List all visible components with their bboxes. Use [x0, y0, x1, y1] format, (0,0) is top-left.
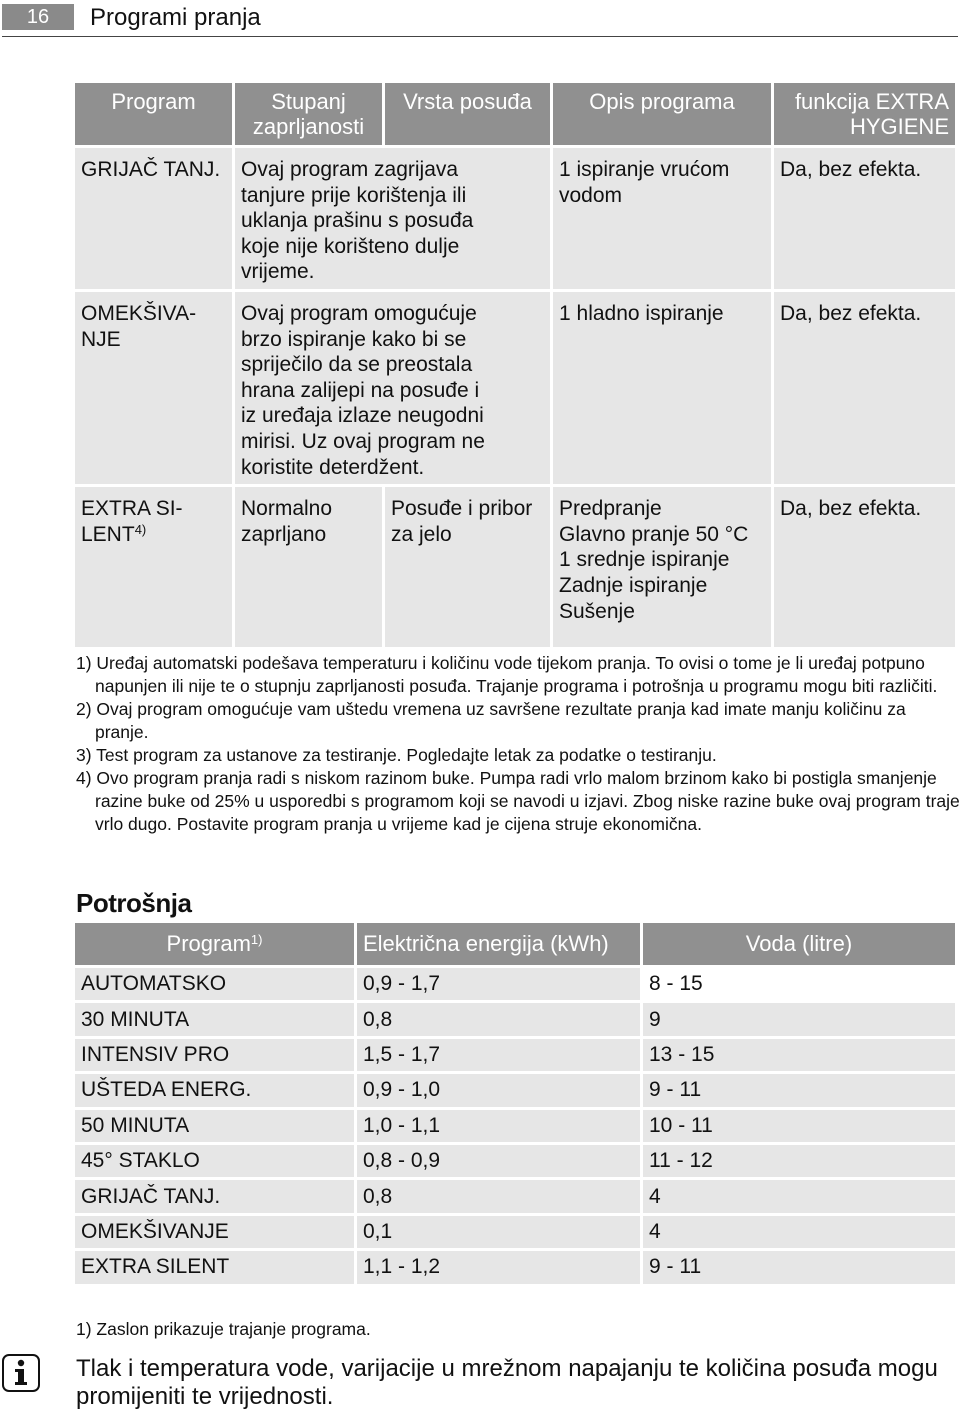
programs-table-header [75, 83, 955, 145]
footnote: 1) Uređaj automatski podešava temperaturu i količinu vode tijekom pranja. To ovisi o tome je li uređaj potpuno napunjen ili nije te o stupnju zaprljanosti posuđa. Trajanje programa i potrošnja u programu mogu biti različiti. [76, 653, 938, 696]
program-name: OMEKŠIVANJE [75, 1216, 354, 1248]
program-name: 30 MINUTA [75, 1003, 354, 1035]
water-value: 9 [643, 1003, 955, 1035]
description-line: 1 srednje ispiranje [559, 548, 730, 572]
col-header-energy: Električna energija (kWh) [357, 923, 640, 965]
info-icon [2, 1354, 40, 1392]
water-value: 9 - 11 [643, 1074, 955, 1106]
table-row [75, 1110, 955, 1142]
section-title: Programi pranja [90, 4, 261, 31]
soil-level: Normalno zaprljano [235, 487, 382, 647]
program-name: 45° STAKLO [75, 1145, 354, 1177]
program-name: INTENSIV PRO [75, 1039, 354, 1071]
energy-value: 1,0 - 1,1 [357, 1110, 640, 1142]
table-row [75, 292, 955, 484]
footnote-ref: 4) [134, 521, 147, 537]
energy-value: 0,9 - 1,0 [357, 1074, 640, 1106]
extra-hygiene-value: Da, bez efekta. [774, 148, 955, 289]
footnote: 4) Ovo program pranja radi s niskom razinom buke. Pumpa radi vrlo malom brzinom kako bi postigla smanjenje razine buke od 25% u usporedbi s programom koji se navodi u izjavi. Zbog niske razine buke ovaj program traje vrlo dugo. Postavite program pranja u vrijeme kad je cijena struje ekonomična. [76, 768, 960, 834]
table-row [75, 1039, 955, 1071]
table-row [75, 1251, 955, 1283]
water-value: 13 - 15 [643, 1039, 955, 1071]
water-value: 4 [643, 1180, 955, 1212]
soil-and-load: Ovaj program zagrijava tanjure prije korištenja ili uklanja prašinu s posuđa koje nije korišteno dulje vrijeme. [235, 148, 550, 289]
col-header-extra-hygiene: funkcija EXTRA HYGIENE [774, 83, 955, 145]
col-header-program [75, 923, 354, 965]
energy-value: 1,5 - 1,7 [357, 1039, 640, 1071]
footnote-ref: 1) [250, 932, 263, 947]
extra-hygiene-value: Da, bez efekta. [774, 487, 955, 647]
program-description: 1 ispiranje vrućom vodom [553, 148, 771, 289]
table-row [75, 487, 955, 647]
program-name: UŠTEDA ENERG. [75, 1074, 354, 1106]
footnotes [76, 652, 960, 836]
program-name: OMEKŠIVA-NJE [75, 292, 232, 484]
table-row [75, 1180, 955, 1212]
page-header [0, 0, 960, 38]
energy-value: 0,1 [357, 1216, 640, 1248]
page-number: 16 [2, 4, 74, 30]
description-line: Glavno pranje 50 °C [559, 522, 749, 546]
program-name: 50 MINUTA [75, 1110, 354, 1142]
energy-value: 0,8 [357, 1180, 640, 1212]
consumption-heading: Potrošnja [76, 888, 192, 918]
col-header-program-label: Program [166, 931, 251, 956]
soil-and-load: Ovaj program omogućuje brzo ispiranje kako bi se spriječilo da se preostala hrana zalijepi na posuđe i iz uređaja izlaze neugodni mirisi. Uz ovaj program ne koristite deterdžent. [235, 292, 550, 484]
table-row [75, 148, 955, 289]
description-line: Predpranje [559, 497, 662, 521]
energy-value: 0,8 - 0,9 [357, 1145, 640, 1177]
consumption-table [72, 920, 958, 1287]
extra-hygiene-value: Da, bez efekta. [774, 292, 955, 484]
description-line: Zadnje ispiranje [559, 573, 708, 597]
program-name: AUTOMATSKO [75, 968, 354, 1000]
table-row [75, 1216, 955, 1248]
program-name-cell [75, 487, 232, 647]
water-value: 11 - 12 [643, 1145, 955, 1177]
info-glyph [10, 1359, 32, 1387]
program-name: EXTRA SILENT [75, 1251, 354, 1283]
program-name: EXTRA SI-LENT [81, 497, 183, 546]
header-divider [2, 36, 958, 37]
program-name: GRIJAČ TANJ. [75, 148, 232, 289]
energy-value: 0,9 - 1,7 [357, 968, 640, 1000]
programs-table [72, 80, 958, 650]
water-value: 8 - 15 [643, 968, 955, 1000]
description-line: Sušenje [559, 599, 635, 623]
energy-value: 1,1 - 1,2 [357, 1251, 640, 1283]
program-description [553, 487, 771, 647]
col-header-water: Voda (litre) [643, 923, 955, 965]
energy-value: 0,8 [357, 1003, 640, 1035]
col-header-soil-level: Stupanj zaprljanosti [235, 83, 382, 145]
consumption-footnote: 1) Zaslon prikazuje trajanje programa. [76, 1319, 371, 1339]
water-value: 9 - 11 [643, 1251, 955, 1283]
program-name: GRIJAČ TANJ. [75, 1180, 354, 1212]
program-description: 1 hladno ispiranje [553, 292, 771, 484]
water-value: 4 [643, 1216, 955, 1248]
table-row [75, 1074, 955, 1106]
footnote: 2) Ovaj program omogućuje vam uštedu vremena uz savršene rezultate pranja kad imate manju količinu za pranje. [76, 699, 906, 742]
consumption-table-header [75, 923, 955, 965]
col-header-description: Opis programa [553, 83, 771, 145]
col-header-program: Program [75, 83, 232, 145]
col-header-load-type: Vrsta posuđa [385, 83, 550, 145]
table-row [75, 1003, 955, 1035]
table-row [75, 968, 955, 1000]
info-note: Tlak i temperatura vode, varijacije u mrežnom napajanju te količina posuđa mogu promijeniti te vrijednosti. [76, 1355, 938, 1410]
footnote: 3) Test program za ustanove za testiranje. Pogledajte letak za podatke o testiranju. [76, 745, 717, 765]
water-value: 10 - 11 [643, 1110, 955, 1142]
table-row [75, 1145, 955, 1177]
load-type: Posuđe i pribor za jelo [385, 487, 550, 647]
